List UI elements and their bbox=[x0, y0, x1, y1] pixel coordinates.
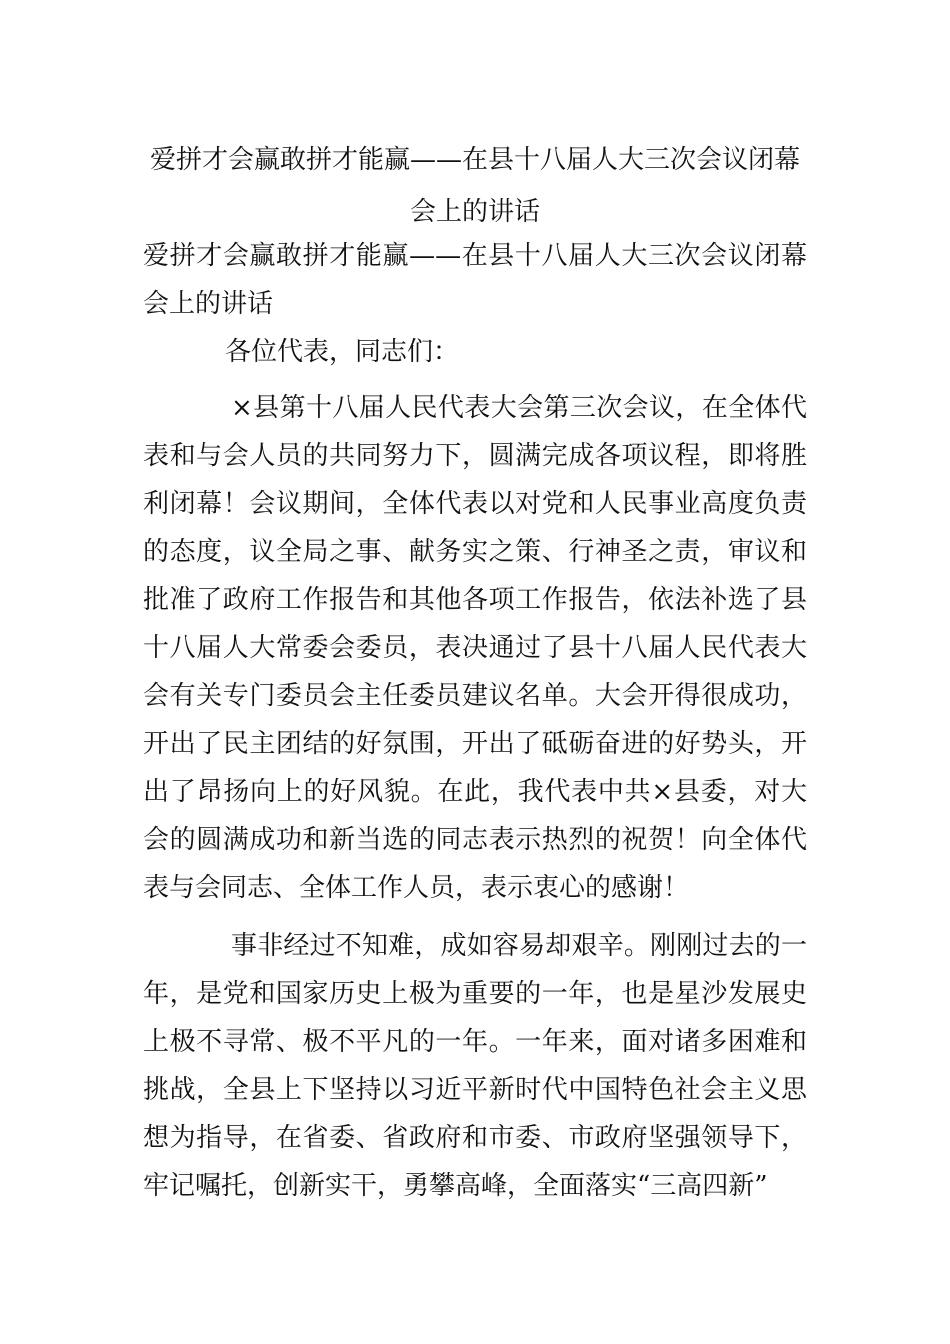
paragraph-2: 事非经过不知难，成如容易却艰辛。刚刚过去的一年，是党和国家历史上极为重要的一年，也是星沙发展史上极不寻常、极不平凡的一年。一年来，面对诸多困难和挑战，全县上下坚持以习近平新时代中国特色社会主义思想为指导，在省委、省政府和市委、市政府坚强领导下，牢记嘱托，创新实干，勇攀高峰，全面落实“三高四新” bbox=[143, 931, 807, 1201]
document-title: 爱拼才会赢敢拼才能赢——在县十八届人大三次会议闭幕会上的讲话 bbox=[149, 145, 800, 227]
document-subtitle: 爱拼才会赢敢拼才能赢——在县十八届人大三次会议闭幕会上的讲话 bbox=[143, 241, 807, 319]
document-body bbox=[143, 232, 807, 1220]
greeting: 各位代表，同志们： bbox=[225, 337, 460, 367]
paragraph-1: ×县第十八届人民代表大会第三次会议，在全体代表和与会人员的共同努力下，圆满完成各项议程，即将胜利闭幕！会议期间，全体代表以对党和人民事业高度负责的态度，议全局之事、献务实之策、行神圣之责，审议和批准了政府工作报告和其他各项工作报告，依法补选了县十八届人大常委会委员，表决通过了县十八届人民代表大会有关专门委员会主任委员建议名单。大会开得很成功，开出了民主团结的好氛围，开出了砥砺奋进的好势头，开出了昂扬向上的好风貌。在此，我代表中共×县委，对大会的圆满成功和新当选的同志表示热烈的祝贺！向全体代表与会同志、全体工作人员，表示衷心的感谢！ bbox=[143, 393, 807, 903]
